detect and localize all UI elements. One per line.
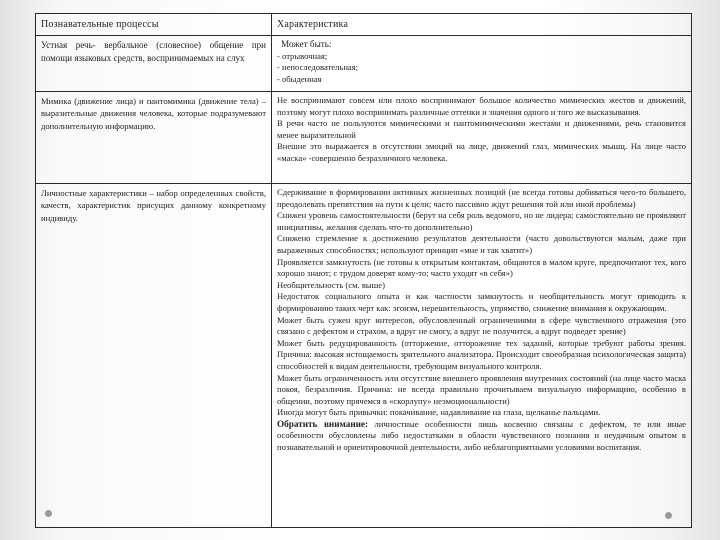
personality-paragraph: Может быть ограниченность или отсутствие внешнего проявления внутренних состояний (на лице часто маска покоя, безразличия. Причина: не всегда правильно прочитываем визуальную информацию, особенно в общении, поэтому прячемся в «скорлупу» неэмоциональности) [277, 372, 686, 406]
cell-characteristic-personality [272, 184, 691, 527]
mimicry-paragraph: Не воспринимают совсем или плохо воспринимают большое количество мимических жестов и движений, поэтому могут плохо воспринимать различные оттенки и значения одного и того же высказывания. [277, 95, 686, 117]
personality-paragraph: Необщительность (см. выше) [277, 279, 385, 290]
cell-characteristic-speech [272, 36, 691, 92]
cell-characteristic-mimicry [272, 92, 691, 184]
speech-item: - непоследовательная; [277, 62, 359, 73]
note-label: Обратить внимание: [277, 418, 369, 429]
speech-item: - обыденная [277, 73, 322, 84]
personality-note [277, 419, 686, 454]
personality-paragraph: Снижено стремление к достижению результатов деятельности (часто довольствуются малым, даже при выраженных способностях; используют принцип «мне и так хватит») [277, 233, 686, 255]
personality-paragraph: Проявляется замкнутость (не готовы к открытым контактам, общаются в малом круге, предпочитают тех, кого хорошо знают; с трудом доверят кому-то; часто уходят «в себя») [277, 256, 686, 279]
cell-process-personality [36, 184, 272, 527]
personality-paragraph: Сдерживание в формировании активных жизненных позиций (не всегда готовы добиваться чего-то большего, преодолевать препятствия на пути к цели; часто пассивно ждут решения той или иной проблемы) [277, 187, 686, 209]
process-speech-text: Устная речь- вербальное (словесное) общение при помощи языковых средств, воспринимаемых на слух [41, 40, 266, 63]
header-characteristic: Характеристика [272, 14, 691, 36]
personality-paragraph: Недостаток социального опыта и как частности замкнутость и необщительность могут приводить к формированию таких черт как: эгоизм, нерешительность, упрямство, снижение внимания к окружающим. [277, 291, 686, 313]
note-text: личностные особенности лишь косвенно связаны с дефектом, те или иные особенности обусловлены либо недостатками в области чувственного познания и неудачным опытом в познавательной и ориентировочной деятельности, либо неблагоприятными условиями воспитания. [277, 418, 686, 453]
slide-bullet-icon-right [665, 512, 672, 519]
personality-paragraph: Иногда могут быть привычки: покачивание, надавливание на глаза, щелканье пальцами. [277, 407, 601, 418]
mimicry-paragraph: Внешне это выражается в отсутствии эмоций на лице, движений глаз, мимических мышц. На лице часто «маска» -совершенно безразличного человека. [277, 141, 686, 163]
psychology-table [35, 13, 692, 528]
process-mimicry-text: Мимика (движение лица) и пантомимика (движение тела) – выразительные движения человека, которые подразумевают дополнительную информацию. [41, 96, 266, 131]
personality-paragraph: Может быть редуцированность (отторжение, отторожение тех заданий, которые требуют работы зрения. Причина: высокая истощаемость зрительного анализатора. Происходит своеобразная психологическая защита) способностей к видам деятельности, требующим визуального контроля. [277, 337, 686, 371]
cell-process-speech [36, 36, 272, 92]
personality-paragraph: Может быть сужен круг интересов, обусловленный ограничениями в сфере чувственного отражения (это связано с дефектом и страхом, а вдруг не смогу, а вдруг не получится, а вдруг подведет зрение) [277, 314, 686, 337]
mimicry-paragraph: В речи часто не пользуются мимическими и пантомимическими жестами и движениями, речь становится менее выразительной [277, 118, 686, 140]
personality-paragraph: Снижен уровень самостоятельности (берут на себя роль ведомого, но не лидера; самостоятельно не проявляют инициативы, желания сделать что-то дополнительно) [277, 210, 686, 232]
speech-intro: Может быть: [281, 39, 332, 49]
header-cognitive-processes: Познавательные процессы [36, 14, 272, 36]
slide-bullet-icon-left [45, 510, 52, 517]
speech-item: - отрывочная; [277, 50, 328, 61]
cell-process-mimicry [36, 92, 272, 184]
process-personality-text: Личностные характеристики – набор определенных свойств, качеств, характеристик присущих данному конкретному индивиду. [41, 188, 266, 223]
